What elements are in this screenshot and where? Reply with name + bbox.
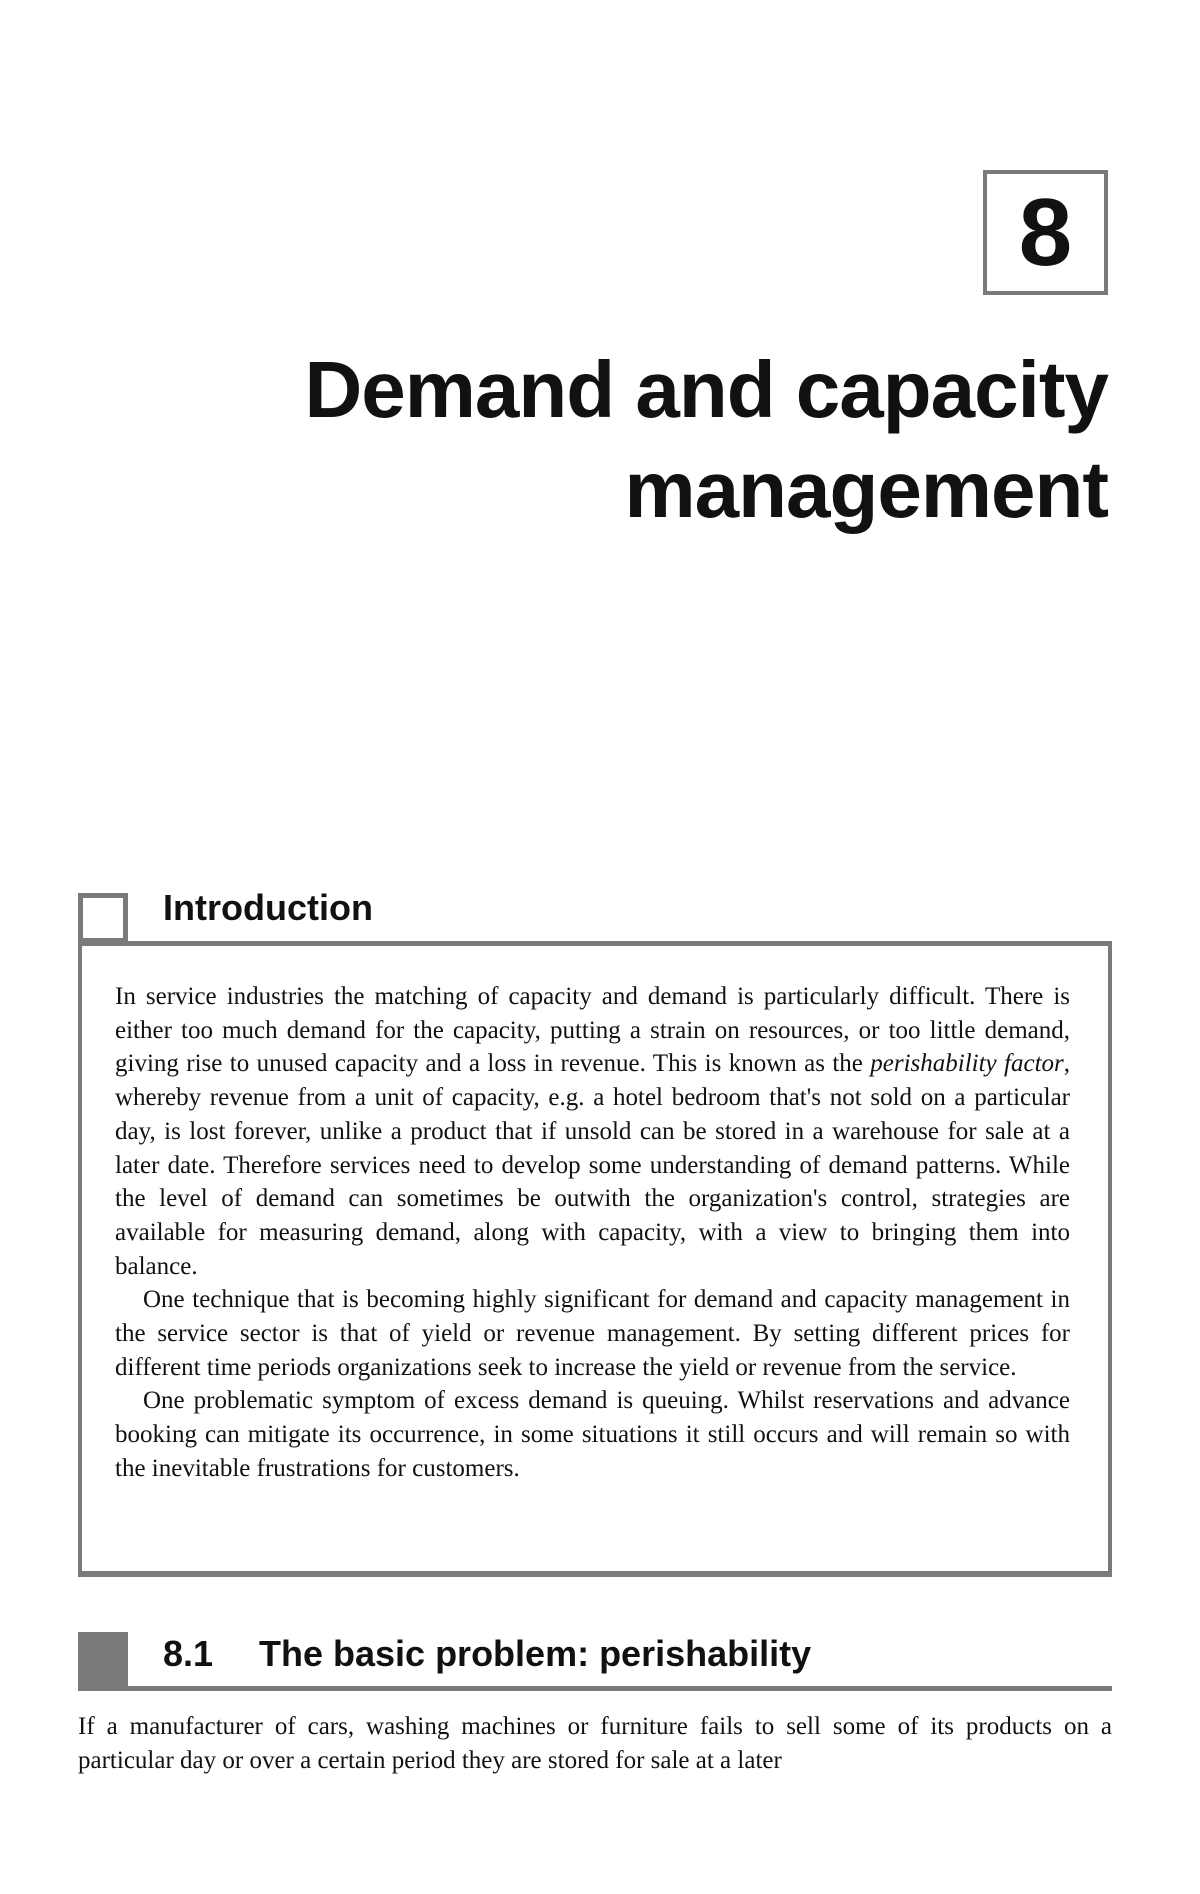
perishability-factor-term: perishability factor xyxy=(870,1050,1064,1078)
chapter-number-box xyxy=(983,170,1108,295)
chapter-title-line-1: Demand and capacity xyxy=(304,345,1108,434)
chapter-number: 8 xyxy=(1018,178,1073,286)
section-paragraph: If a manufacturer of cars, washing machines or furniture fails to sell some of its products on a particular day or over a certain period they are stored for sale at a later xyxy=(78,1713,1112,1774)
section-heading xyxy=(163,1632,811,1676)
introduction-paragraph-1-end: , whereby revenue from a unit of capacity, e.g. a hotel bedroom that's not sold on a particular day, is lost forever, unlike a product that if unsold can be stored in a warehouse for sale at a later date. Therefore services need to develop some understanding of demand patterns. While the level of demand can sometimes be outwith the organization's control, strategies are available for measuring demand, along with capacity, with a view to bringing them into balance. xyxy=(115,1050,1070,1280)
introduction-paragraph-3: One problematic symptom of excess demand is queuing. Whilst reservations and advance booking can mitigate its occurrence, in some situations it still occurs and will remain so with the inevitable frustrations for customers. xyxy=(115,1387,1070,1482)
section-number: 8.1 xyxy=(163,1633,214,1674)
chapter-title-line-2: management xyxy=(624,445,1108,534)
introduction-paragraph-2: One technique that is becoming highly significant for demand and capacity management in the service sector is that of yield or revenue management. By setting different prices for different time periods organizations seek to increase the yield or revenue from the service. xyxy=(115,1286,1070,1381)
section-title: The basic problem: perishability xyxy=(259,1633,812,1674)
introduction-box xyxy=(78,941,1112,1577)
introduction-marker-square xyxy=(78,893,128,943)
section-rule xyxy=(78,1686,1112,1691)
section-body xyxy=(78,1710,1112,1777)
introduction-heading: Introduction xyxy=(163,887,373,928)
section-marker-block xyxy=(78,1632,128,1690)
introduction-paragraph-1-start: In service industries the matching of capacity and demand is particularly difficult. There is either too much demand for the capacity, putting a strain on resources, or too little demand, giving rise to unused capacity and a loss in revenue. This is known as the xyxy=(115,983,1070,1078)
introduction-paragraph-1 xyxy=(115,980,1070,1283)
chapter-title xyxy=(128,340,1108,540)
